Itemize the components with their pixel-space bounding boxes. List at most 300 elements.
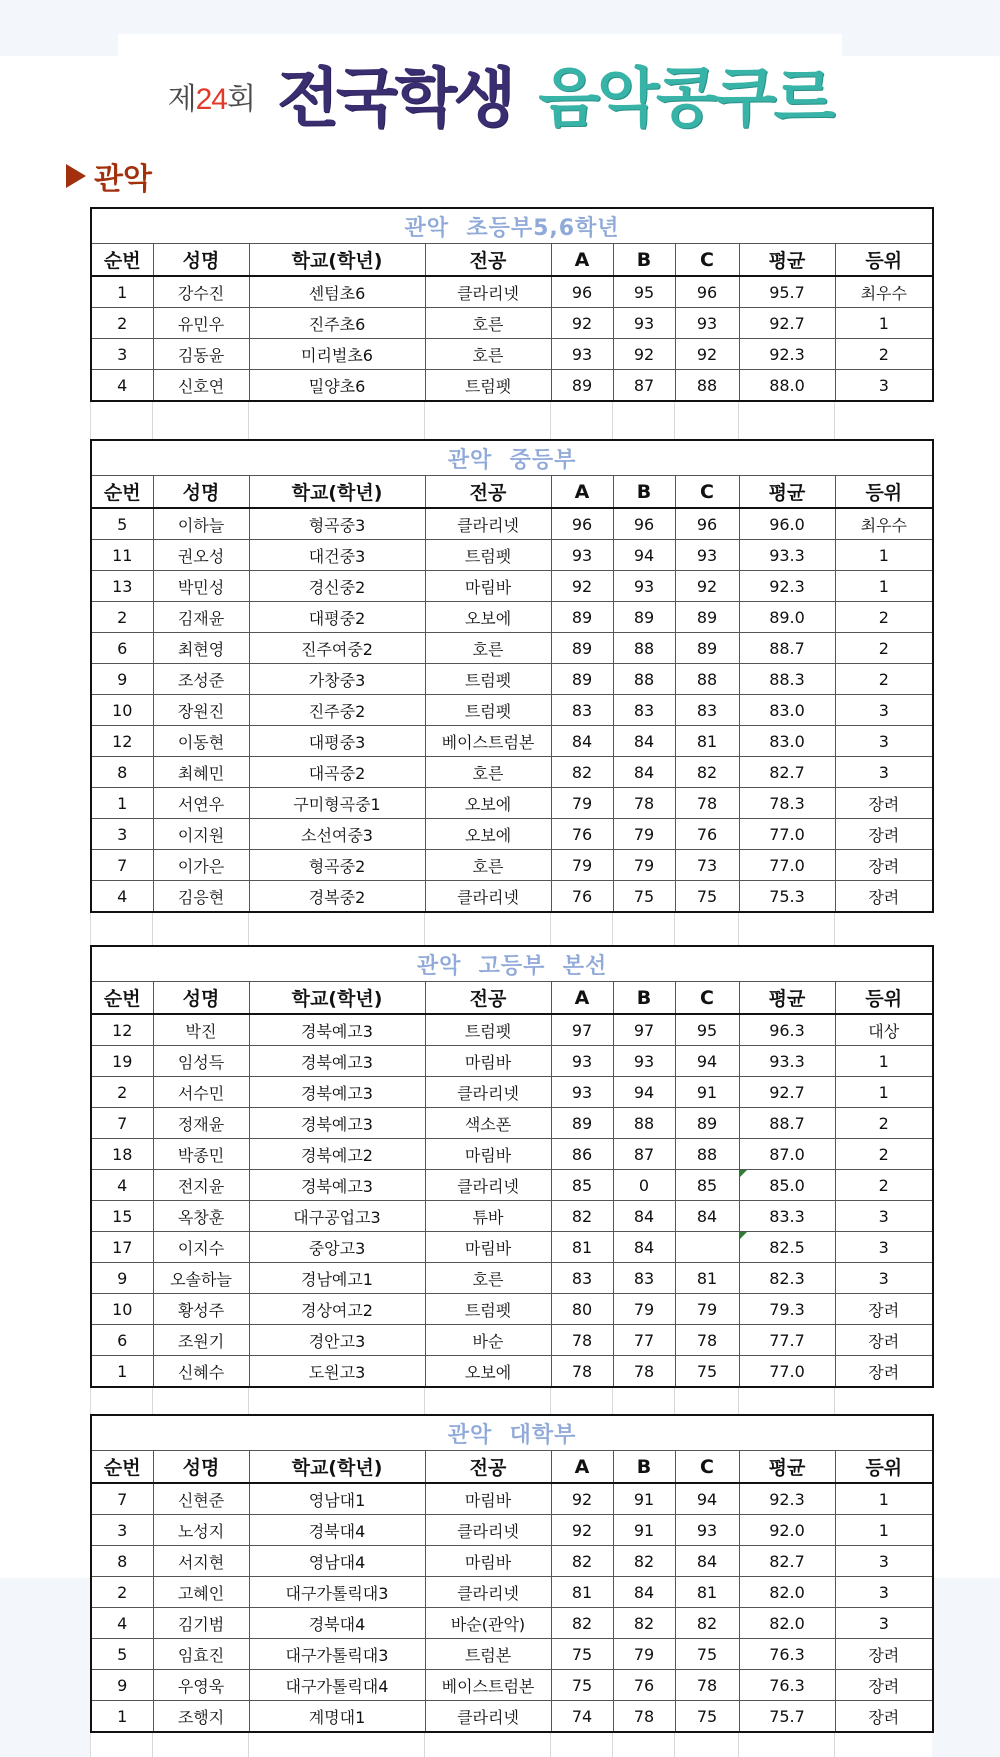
table-cell: 75 (551, 1670, 613, 1701)
table-cell: 78 (613, 788, 675, 819)
column-header: 평균 (739, 1451, 835, 1484)
table-row (91, 1325, 933, 1356)
column-header: 등위 (835, 476, 933, 509)
table-cell: 트럼펫 (425, 540, 551, 571)
table-cell: 84 (613, 757, 675, 788)
table-row (91, 571, 933, 602)
table-row (91, 508, 933, 540)
table-cell: 76 (675, 819, 739, 850)
table-cell: 89 (551, 370, 613, 402)
table-cell: 83 (675, 695, 739, 726)
table-cell: 10 (91, 695, 153, 726)
column-header: 전공 (425, 1451, 551, 1484)
title-sub: 음악콩쿠르 (538, 62, 833, 136)
table-cell: 영남대4 (249, 1546, 425, 1577)
table-cell: 호른 (425, 850, 551, 881)
table-cell: 2 (91, 308, 153, 339)
table-row (91, 1232, 933, 1263)
table-cell: 진주초6 (249, 308, 425, 339)
table-cell: 6 (91, 633, 153, 664)
table-cell: 마림바 (425, 1546, 551, 1577)
table-cell: 5 (91, 1639, 153, 1670)
table-cell: 오보에 (425, 819, 551, 850)
column-header: C (675, 476, 739, 509)
table-cell: 대구가톨릭대3 (249, 1577, 425, 1608)
table-cell: 15 (91, 1201, 153, 1232)
table-cell: 96 (675, 276, 739, 308)
column-header: 전공 (425, 476, 551, 509)
column-header: 순번 (91, 982, 153, 1015)
table-cell: 78 (675, 788, 739, 819)
table-cell: 93 (675, 308, 739, 339)
table-cell: 대구공업고3 (249, 1201, 425, 1232)
table-cell: 1 (91, 788, 153, 819)
table-cell: 장원진 (153, 695, 249, 726)
table-cell: 79 (551, 788, 613, 819)
table-cell: 마림바 (425, 571, 551, 602)
table-cell: 89 (551, 602, 613, 633)
table-cell: 82.3 (739, 1263, 835, 1294)
column-header: B (613, 244, 675, 277)
header-row (91, 1451, 933, 1484)
table-cell: 89 (551, 1108, 613, 1139)
table-cell: 88 (613, 664, 675, 695)
table-cell: 92 (675, 571, 739, 602)
table-cell: 3 (835, 1608, 933, 1639)
table-cell: 2 (91, 1077, 153, 1108)
table-cell: 최우수 (835, 508, 933, 540)
table-cell: 78.3 (739, 788, 835, 819)
table-cell: 82.7 (739, 1546, 835, 1577)
section-label: 관악 (94, 162, 152, 197)
table-cell: 89.0 (739, 602, 835, 633)
table-cell: 96 (613, 508, 675, 540)
table-cell: 1 (835, 1046, 933, 1077)
table-cell: 76.3 (739, 1639, 835, 1670)
header-row (91, 476, 933, 509)
table-cell: 클라리넷 (425, 1701, 551, 1733)
table-title-row (91, 208, 933, 244)
table-cell: 92.7 (739, 308, 835, 339)
table-cell: 94 (675, 1046, 739, 1077)
table-cell: 3 (835, 1201, 933, 1232)
table-cell: 호른 (425, 339, 551, 370)
table-cell: 17 (91, 1232, 153, 1263)
table-row (91, 664, 933, 695)
table-cell: 83 (613, 695, 675, 726)
table-cell: 89 (675, 602, 739, 633)
table-cell: 신호연 (153, 370, 249, 402)
table-cell: 82 (551, 757, 613, 788)
table-cell: 3 (835, 1546, 933, 1577)
table-cell: 88.0 (739, 370, 835, 402)
column-header: 순번 (91, 476, 153, 509)
table-cell: 서지현 (153, 1546, 249, 1577)
results-sheet (90, 207, 932, 1757)
table-cell: 89 (613, 602, 675, 633)
table-cell: 강수진 (153, 276, 249, 308)
table-cell: 트럼펫 (425, 1014, 551, 1046)
round-suffix: 회 (226, 83, 255, 116)
column-header: A (551, 244, 613, 277)
table-cell: 97 (551, 1014, 613, 1046)
table-cell: 83 (551, 1263, 613, 1294)
table-cell: 93 (551, 540, 613, 571)
column-header: C (675, 244, 739, 277)
table-row (91, 695, 933, 726)
table-cell: 93 (675, 540, 739, 571)
header-row (91, 244, 933, 277)
table-cell: 대구가톨릭대3 (249, 1639, 425, 1670)
column-header: 등위 (835, 982, 933, 1015)
table-cell: 옥창훈 (153, 1201, 249, 1232)
table-cell: 77 (613, 1325, 675, 1356)
table-cell: 베이스트럼본 (425, 1670, 551, 1701)
table-cell: 96 (551, 508, 613, 540)
table-cell: 94 (675, 1483, 739, 1515)
table-cell: 고혜인 (153, 1577, 249, 1608)
table-cell: 82 (675, 757, 739, 788)
table-cell: 박종민 (153, 1139, 249, 1170)
table-row (91, 1077, 933, 1108)
table-cell: 색소폰 (425, 1108, 551, 1139)
table-cell: 81 (551, 1577, 613, 1608)
table-cell: 78 (551, 1356, 613, 1388)
table-cell: 92.3 (739, 571, 835, 602)
table-cell: 이지수 (153, 1232, 249, 1263)
results-block (90, 945, 932, 1388)
table-cell: 3 (835, 726, 933, 757)
table-cell: 3 (835, 757, 933, 788)
table-cell: 진주중2 (249, 695, 425, 726)
table-cell: 13 (91, 571, 153, 602)
table-cell: 2 (91, 1577, 153, 1608)
table-cell: 11 (91, 540, 153, 571)
table-row (91, 1515, 933, 1546)
results-block (90, 1414, 932, 1733)
table-cell: 92.3 (739, 1483, 835, 1515)
table-cell: 75 (551, 1639, 613, 1670)
table-cell: 클라리넷 (425, 881, 551, 913)
table-row (91, 1483, 933, 1515)
table-cell: 정재윤 (153, 1108, 249, 1139)
table-cell: 황성주 (153, 1294, 249, 1325)
table-row (91, 1670, 933, 1701)
table-cell: 12 (91, 1014, 153, 1046)
table-cell: 1 (835, 308, 933, 339)
column-header: 학교(학년) (249, 982, 425, 1015)
table-cell: 박진 (153, 1014, 249, 1046)
table-cell: 대구가톨릭대4 (249, 1670, 425, 1701)
table-cell: 구미형곡중1 (249, 788, 425, 819)
table-cell: 96.0 (739, 508, 835, 540)
table-cell: 96.3 (739, 1014, 835, 1046)
table-cell: 81 (675, 1577, 739, 1608)
table-cell: 80 (551, 1294, 613, 1325)
column-header: 평균 (739, 982, 835, 1015)
table-cell: 88.7 (739, 1108, 835, 1139)
table-title-row (91, 1415, 933, 1451)
table-cell: 91 (613, 1483, 675, 1515)
contest-banner (0, 48, 1000, 138)
column-header: B (613, 982, 675, 1015)
table-cell: 3 (835, 1577, 933, 1608)
column-header: 순번 (91, 1451, 153, 1484)
table-cell: 91 (675, 1077, 739, 1108)
column-header: 학교(학년) (249, 244, 425, 277)
table-cell: 5 (91, 508, 153, 540)
table-cell: 19 (91, 1046, 153, 1077)
table-cell: 마림바 (425, 1139, 551, 1170)
table-cell: 79 (613, 1294, 675, 1325)
table-cell: 87.0 (739, 1139, 835, 1170)
table-cell: 79 (613, 1639, 675, 1670)
results-table (90, 439, 934, 913)
table-cell: 1 (835, 1077, 933, 1108)
table-cell: 신혜수 (153, 1356, 249, 1388)
table-cell: 대평중3 (249, 726, 425, 757)
table-cell: 82.0 (739, 1577, 835, 1608)
column-header: 학교(학년) (249, 476, 425, 509)
table-cell: 3 (835, 695, 933, 726)
table-cell: 이동현 (153, 726, 249, 757)
table-cell: 마림바 (425, 1046, 551, 1077)
table-row (91, 788, 933, 819)
table-cell: 93 (675, 1515, 739, 1546)
table-row (91, 1108, 933, 1139)
table-cell: 94 (613, 1077, 675, 1108)
table-cell: 89 (675, 633, 739, 664)
table-cell: 형곡중2 (249, 850, 425, 881)
table-cell: 대건중3 (249, 540, 425, 571)
table-cell: 76.3 (739, 1670, 835, 1701)
column-header: 전공 (425, 982, 551, 1015)
table-cell: 오보에 (425, 1356, 551, 1388)
table-cell: 83.0 (739, 695, 835, 726)
table-cell: 클라리넷 (425, 1170, 551, 1201)
table-cell: 최혜민 (153, 757, 249, 788)
column-header: 학교(학년) (249, 1451, 425, 1484)
table-cell: 가창중3 (249, 664, 425, 695)
table-row (91, 540, 933, 571)
table-cell: 84 (675, 1201, 739, 1232)
table-cell: 소선여중3 (249, 819, 425, 850)
table-row (91, 308, 933, 339)
table-cell: 1 (91, 1356, 153, 1388)
table-cell: 76 (551, 819, 613, 850)
table-row (91, 1577, 933, 1608)
table-row (91, 370, 933, 402)
table-cell: 74 (551, 1701, 613, 1733)
table-cell: 2 (835, 1108, 933, 1139)
table-cell: 93 (613, 571, 675, 602)
table-cell: 3 (835, 370, 933, 402)
table-row (91, 850, 933, 881)
table-title: 관악 대학부 (91, 1415, 933, 1451)
table-cell: 75 (675, 1356, 739, 1388)
table-cell: 76 (551, 881, 613, 913)
table-cell: 84 (613, 1577, 675, 1608)
table-cell: 92 (551, 308, 613, 339)
table-cell: 81 (675, 726, 739, 757)
table-cell: 경북예고3 (249, 1170, 425, 1201)
table-cell: 2 (835, 339, 933, 370)
table-cell: 92.3 (739, 339, 835, 370)
table-cell: 마림바 (425, 1483, 551, 1515)
table-cell: 77.0 (739, 850, 835, 881)
table-cell: 87 (613, 1139, 675, 1170)
table-row (91, 726, 933, 757)
column-header: A (551, 982, 613, 1015)
table-cell: 3 (91, 339, 153, 370)
results-block (90, 439, 932, 913)
table-cell: 85 (551, 1170, 613, 1201)
table-row (91, 1356, 933, 1388)
table-cell: 88.3 (739, 664, 835, 695)
table-cell: 79 (613, 819, 675, 850)
table-cell: 트럼펫 (425, 370, 551, 402)
table-cell: 95 (675, 1014, 739, 1046)
table-cell: 이지원 (153, 819, 249, 850)
column-header: 등위 (835, 1451, 933, 1484)
table-cell: 오보에 (425, 602, 551, 633)
table-cell: 경북예고3 (249, 1014, 425, 1046)
table-cell: 바순 (425, 1325, 551, 1356)
table-cell: 장려 (835, 850, 933, 881)
table-cell: 88 (613, 1108, 675, 1139)
table-cell: 경북예고2 (249, 1139, 425, 1170)
table-cell: 경안고3 (249, 1325, 425, 1356)
table-cell: 75 (675, 881, 739, 913)
table-cell: 1 (835, 571, 933, 602)
table-cell: 95 (613, 276, 675, 308)
table-cell: 노성지 (153, 1515, 249, 1546)
table-cell: 92.0 (739, 1515, 835, 1546)
table-cell: 92 (551, 571, 613, 602)
table-cell: 3 (835, 1232, 933, 1263)
table-cell: 오솔하늘 (153, 1263, 249, 1294)
table-cell: 우영욱 (153, 1670, 249, 1701)
table-title: 관악 초등부5,6학년 (91, 208, 933, 244)
table-row (91, 1608, 933, 1639)
table-cell: 장려 (835, 1701, 933, 1733)
table-cell: 75.7 (739, 1701, 835, 1733)
table-cell: 92 (551, 1515, 613, 1546)
table-cell: 94 (613, 540, 675, 571)
table-cell: 영남대1 (249, 1483, 425, 1515)
table-cell: 2 (835, 664, 933, 695)
table-cell: 83 (613, 1263, 675, 1294)
table-cell: 최우수 (835, 276, 933, 308)
table-cell: 92 (675, 339, 739, 370)
table-row (91, 1701, 933, 1733)
table-cell: 중앙고3 (249, 1232, 425, 1263)
table-cell: 서수민 (153, 1077, 249, 1108)
table-row (91, 602, 933, 633)
table-cell: 91 (613, 1515, 675, 1546)
table-cell: 7 (91, 1483, 153, 1515)
table-cell: 78 (613, 1701, 675, 1733)
table-cell: 92 (613, 339, 675, 370)
table-cell: 경신중2 (249, 571, 425, 602)
table-cell: 93 (613, 1046, 675, 1077)
column-header: 성명 (153, 476, 249, 509)
table-cell: 75.3 (739, 881, 835, 913)
table-cell: 86 (551, 1139, 613, 1170)
table-row (91, 1014, 933, 1046)
table-cell: 이가은 (153, 850, 249, 881)
table-cell: 79 (551, 850, 613, 881)
table-cell: 12 (91, 726, 153, 757)
table-cell: 임성득 (153, 1046, 249, 1077)
table-cell: 트럼펫 (425, 664, 551, 695)
table-cell: 75 (675, 1639, 739, 1670)
table-cell: 8 (91, 1546, 153, 1577)
table-cell: 장려 (835, 1294, 933, 1325)
table-cell: 93 (551, 1077, 613, 1108)
table-cell: 1 (835, 1483, 933, 1515)
table-cell: 클라리넷 (425, 1515, 551, 1546)
table-cell: 78 (551, 1325, 613, 1356)
table-row (91, 1201, 933, 1232)
table-cell: 75 (613, 881, 675, 913)
table-cell: 호른 (425, 1263, 551, 1294)
table-cell: 8 (91, 757, 153, 788)
column-header: 등위 (835, 244, 933, 277)
table-cell: 경북대4 (249, 1515, 425, 1546)
table-cell: 4 (91, 881, 153, 913)
table-cell: 81 (551, 1232, 613, 1263)
table-cell: 김동윤 (153, 339, 249, 370)
table-row (91, 1263, 933, 1294)
column-header: B (613, 1451, 675, 1484)
table-cell: 2 (835, 1139, 933, 1170)
table-cell: 84 (613, 726, 675, 757)
table-cell: 85.0 (739, 1170, 835, 1201)
table-cell: 82 (551, 1608, 613, 1639)
column-header: 성명 (153, 1451, 249, 1484)
column-header: C (675, 982, 739, 1015)
table-cell: 장려 (835, 788, 933, 819)
table-cell: 박민성 (153, 571, 249, 602)
table-cell: 트럼본 (425, 1639, 551, 1670)
table-cell: 77.7 (739, 1325, 835, 1356)
table-cell: 전지윤 (153, 1170, 249, 1201)
table-row (91, 1170, 933, 1201)
table-row (91, 339, 933, 370)
table-cell: 89 (551, 633, 613, 664)
table-cell: 0 (613, 1170, 675, 1201)
column-header: 성명 (153, 982, 249, 1015)
table-cell: 4 (91, 1170, 153, 1201)
header-row (91, 982, 933, 1015)
table-cell: 권오성 (153, 540, 249, 571)
table-cell: 1 (91, 276, 153, 308)
table-cell: 7 (91, 1108, 153, 1139)
column-header: 평균 (739, 476, 835, 509)
table-cell: 83.3 (739, 1201, 835, 1232)
table-cell: 77.0 (739, 1356, 835, 1388)
table-cell: 3 (91, 819, 153, 850)
table-row (91, 633, 933, 664)
round-number: 24 (195, 83, 227, 116)
table-cell: 경북대4 (249, 1608, 425, 1639)
table-cell: 3 (91, 1515, 153, 1546)
section-heading (66, 156, 152, 196)
table-cell: 81 (675, 1263, 739, 1294)
table-cell: 84 (613, 1201, 675, 1232)
table-cell: 75 (675, 1701, 739, 1733)
